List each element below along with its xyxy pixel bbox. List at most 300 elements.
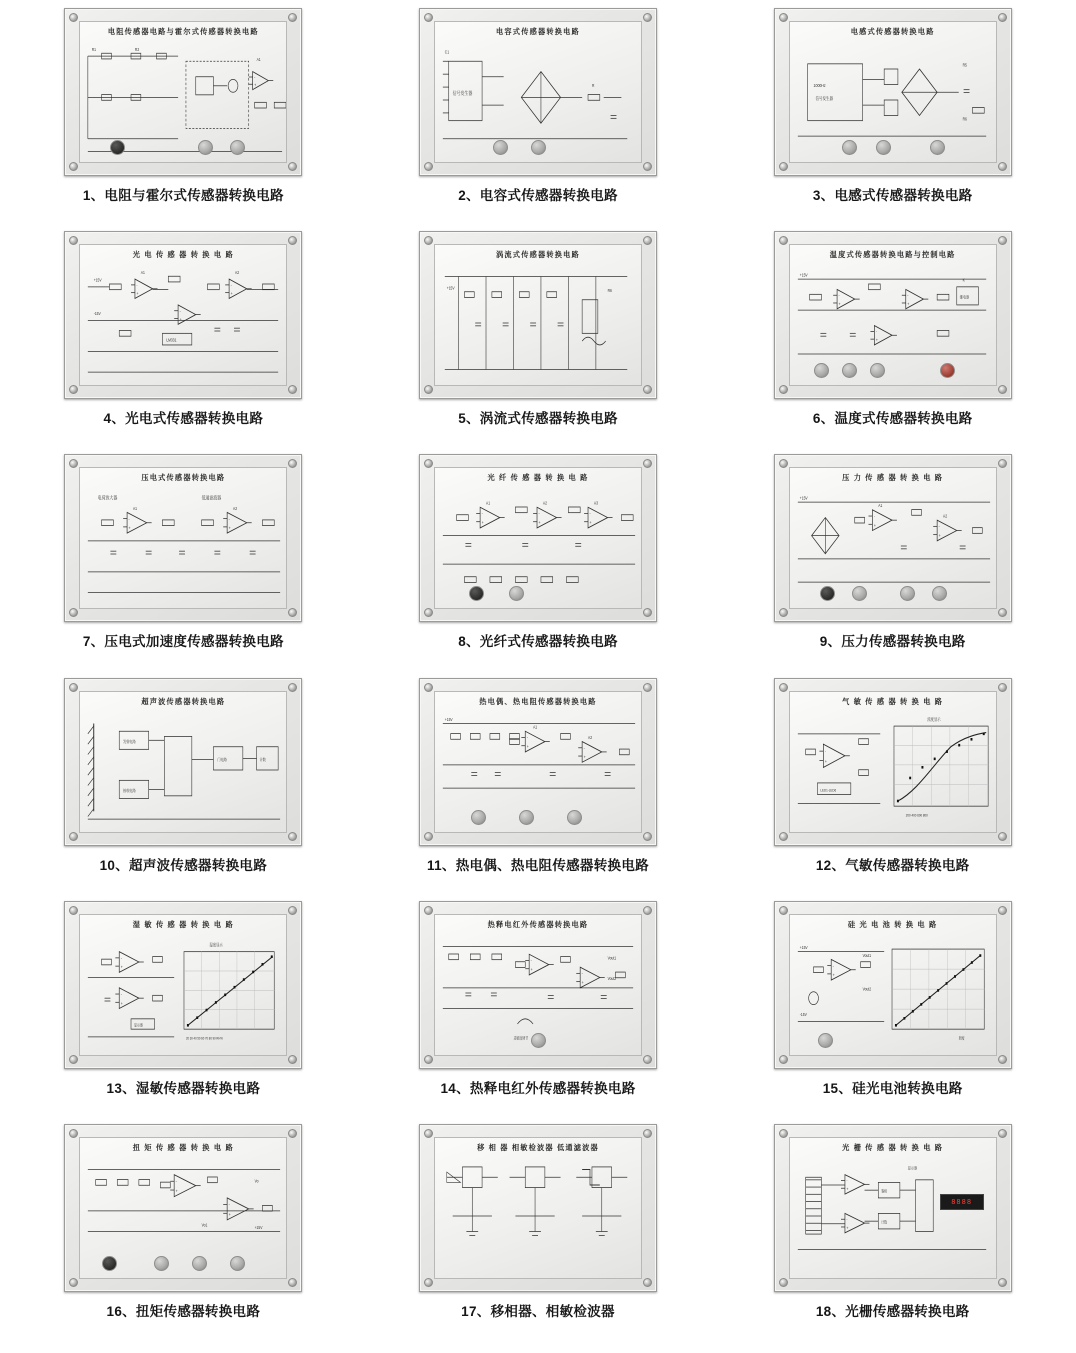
jack-row <box>790 810 996 828</box>
panel-faceplate <box>789 21 997 163</box>
screw-icon <box>779 608 788 617</box>
panel-cell <box>6 678 361 901</box>
screw-icon <box>69 385 78 394</box>
svg-text:-: - <box>228 1201 231 1208</box>
screw-icon <box>998 459 1007 468</box>
svg-text:计数: 计数 <box>259 757 267 762</box>
screw-icon <box>998 832 1007 841</box>
svg-text:+: + <box>824 758 827 764</box>
svg-text:A1: A1 <box>256 56 261 63</box>
svg-text:R6: R6 <box>607 287 612 294</box>
screw-icon <box>69 236 78 245</box>
screw-icon <box>424 236 433 245</box>
svg-text:R1: R1 <box>92 46 97 53</box>
panel-cell <box>361 1124 716 1347</box>
screw-icon <box>998 1129 1007 1138</box>
svg-text:A2: A2 <box>942 513 947 520</box>
screw-icon <box>779 13 788 22</box>
banana-jack[interactable] <box>567 810 582 825</box>
panel-title: 光 栅 传 感 器 转 换 电 路 <box>842 1142 944 1152</box>
screw-icon <box>424 1055 433 1064</box>
jack-row <box>435 140 641 158</box>
svg-text:计数: 计数 <box>880 1220 887 1225</box>
screw-icon <box>643 385 652 394</box>
svg-text:Vout2: Vout2 <box>607 975 617 981</box>
svg-text:-15V: -15V <box>94 310 102 317</box>
panel-faceplate <box>434 691 642 833</box>
svg-text:+: + <box>254 81 257 88</box>
screw-icon <box>998 608 1007 617</box>
panel-title: 电感式传感器转换电路 <box>850 27 935 36</box>
svg-text:+: + <box>175 1187 179 1194</box>
jack-row <box>80 1256 286 1274</box>
svg-text:+: + <box>838 300 841 307</box>
svg-text:+15V: +15V <box>254 1224 263 1230</box>
panel-cell <box>715 8 1070 231</box>
panel-caption: 17、移相器、相敏检波器 <box>461 1303 615 1319</box>
panel-cell <box>6 1124 361 1347</box>
instrument-panel-18[interactable] <box>774 1124 1012 1292</box>
jack-row <box>790 140 996 158</box>
panel-cell <box>361 901 716 1124</box>
banana-jack[interactable] <box>531 140 546 155</box>
panel-title: 湿 敏 传 感 器 转 换 电 路 <box>132 919 234 929</box>
panel-cell <box>6 8 361 231</box>
svg-text:浓度显示: 浓度显示 <box>926 715 941 722</box>
instrument-panel-4[interactable] <box>64 231 302 399</box>
instrument-panel-12[interactable] <box>774 678 1012 846</box>
panel-title: 电阻传感器电路与霍尔式传感器转换电路 <box>107 27 259 36</box>
panel-title: 光 纤 传 感 器 转 换 电 路 <box>487 473 589 483</box>
svg-text:鉴相: 鉴相 <box>880 1189 887 1194</box>
screw-icon <box>643 13 652 22</box>
svg-text:-: - <box>481 510 483 517</box>
instrument-panel-2[interactable] <box>419 8 657 176</box>
banana-jack[interactable] <box>493 140 508 155</box>
screw-icon <box>998 162 1007 171</box>
svg-text:+: + <box>906 300 909 307</box>
svg-text:A2: A2 <box>588 733 593 740</box>
svg-text:+: + <box>938 532 941 539</box>
screw-icon <box>288 162 297 171</box>
screw-icon <box>288 385 297 394</box>
banana-jack[interactable] <box>471 810 486 825</box>
svg-text:+: + <box>873 522 876 529</box>
panel-title: 热电偶、热电阻传感器转换电路 <box>479 696 597 706</box>
svg-text:+: + <box>583 753 586 760</box>
panel-cell <box>6 901 361 1124</box>
svg-text:-: - <box>589 510 591 517</box>
screw-icon <box>779 162 788 171</box>
instrument-panel-7[interactable] <box>64 454 302 622</box>
screw-icon <box>288 608 297 617</box>
screw-icon <box>424 459 433 468</box>
panel-caption: 10、超声波传感器转换电路 <box>99 857 268 873</box>
screw-icon <box>288 236 297 245</box>
screw-icon <box>424 162 433 171</box>
instrument-panel-3[interactable] <box>774 8 1012 176</box>
panel-cell <box>361 454 716 677</box>
screw-icon <box>998 236 1007 245</box>
screw-icon <box>779 236 788 245</box>
svg-text:信号发生器: 信号发生器 <box>452 90 473 96</box>
svg-text:Vo1: Vo1 <box>201 1221 208 1228</box>
banana-jack[interactable] <box>930 140 945 155</box>
screw-icon <box>998 385 1007 394</box>
panel-cell <box>715 1124 1070 1347</box>
svg-text:-: - <box>824 747 826 754</box>
banana-jack[interactable] <box>531 1033 546 1048</box>
screw-icon <box>643 459 652 468</box>
instrument-panel-15[interactable] <box>774 901 1012 1069</box>
jack-row <box>790 363 996 381</box>
svg-text:+: + <box>228 525 232 531</box>
jack-row <box>80 1033 286 1051</box>
screw-icon <box>69 683 78 692</box>
banana-jack[interactable] <box>110 140 125 155</box>
jack-row <box>435 1033 641 1051</box>
banana-jack[interactable] <box>192 1256 207 1271</box>
svg-text:+15V: +15V <box>446 285 455 291</box>
panel-caption: 9、压力传感器转换电路 <box>819 634 966 650</box>
screw-icon <box>69 1129 78 1138</box>
screw-icon <box>998 906 1007 915</box>
panel-faceplate <box>79 467 287 609</box>
panel-caption: 2、电容式传感器转换电路 <box>458 188 618 203</box>
svg-text:1000Hz: 1000Hz <box>813 82 826 89</box>
instrument-panel-10[interactable] <box>64 678 302 846</box>
jack-row <box>80 363 286 381</box>
svg-text:Vout1: Vout1 <box>607 954 617 961</box>
banana-jack[interactable] <box>469 586 484 601</box>
panel-title: 压电式传感器转换电路 <box>141 473 226 483</box>
screw-icon <box>69 1278 78 1287</box>
svg-text:-: - <box>228 516 231 522</box>
screw-icon <box>288 1055 297 1064</box>
banana-jack[interactable] <box>154 1256 169 1271</box>
svg-text:LED1-LED6: LED1-LED6 <box>820 787 836 792</box>
jack-row <box>80 586 286 604</box>
screw-icon <box>288 832 297 841</box>
svg-text:+: + <box>128 525 131 531</box>
banana-jack[interactable] <box>852 586 867 601</box>
panel-title: 压 力 传 感 器 转 换 电 路 <box>842 473 944 483</box>
jack-row <box>435 1256 641 1274</box>
panel-caption: 7、压电式加速度传感器转换电路 <box>82 634 284 650</box>
screw-icon <box>424 1278 433 1287</box>
panel-title: 涡流式传感器转换电路 <box>496 250 580 260</box>
screw-icon <box>779 683 788 692</box>
screw-icon <box>69 832 78 841</box>
panel-caption: 18、光栅传感器转换电路 <box>815 1303 970 1319</box>
panel-cell <box>715 678 1070 901</box>
screw-icon <box>424 683 433 692</box>
svg-text:+15V: +15V <box>94 277 102 283</box>
svg-text:接收电路: 接收电路 <box>123 788 136 793</box>
banana-jack[interactable] <box>509 586 524 601</box>
panel-caption: 16、扭矩传感器转换电路 <box>106 1303 261 1319</box>
panel-caption: 12、气敏传感器转换电路 <box>815 857 970 873</box>
svg-text:-: - <box>121 990 123 997</box>
svg-text:+: + <box>846 1224 849 1231</box>
instrument-panel-14[interactable] <box>419 901 657 1069</box>
screw-icon <box>288 1129 297 1138</box>
svg-text:湿度显示: 湿度显示 <box>209 941 224 948</box>
panel-caption: 5、涡流式传感器转换电路 <box>458 411 618 427</box>
svg-text:+: + <box>179 316 182 323</box>
jack-row <box>80 810 286 828</box>
svg-text:+: + <box>121 963 124 970</box>
svg-text:-: - <box>581 970 583 976</box>
banana-jack[interactable] <box>842 363 857 378</box>
screw-icon <box>643 1278 652 1287</box>
panel-faceplate <box>789 691 997 833</box>
svg-text:Vo: Vo <box>254 1177 259 1184</box>
svg-text:-: - <box>906 292 909 299</box>
svg-text:-: - <box>230 282 233 288</box>
svg-text:Vout2: Vout2 <box>862 985 871 992</box>
screw-icon <box>998 1278 1007 1287</box>
screw-icon <box>779 1129 788 1138</box>
screw-icon <box>779 906 788 915</box>
panel-title: 温度式传感器转换电路与控制电路 <box>829 250 956 260</box>
svg-text:+: + <box>481 520 484 526</box>
svg-text:A1: A1 <box>485 500 491 507</box>
svg-text:-: - <box>583 744 585 751</box>
svg-text:-: - <box>136 282 138 288</box>
svg-text:R5: R5 <box>962 61 967 68</box>
svg-text:-: - <box>875 328 877 335</box>
panel-cell <box>361 8 716 231</box>
svg-text:R2: R2 <box>135 46 140 53</box>
svg-text:+: + <box>228 1211 232 1217</box>
svg-text:门电路: 门电路 <box>217 757 228 762</box>
svg-text:+15V: +15V <box>799 944 808 950</box>
panel-cell <box>361 231 716 454</box>
banana-jack[interactable] <box>932 586 947 601</box>
svg-text:A2: A2 <box>235 269 240 276</box>
svg-text:-15V: -15V <box>799 1011 807 1018</box>
svg-text:信号发生器: 信号发生器 <box>815 95 833 102</box>
svg-text:LM331: LM331 <box>166 337 177 344</box>
svg-text:-: - <box>938 523 940 530</box>
svg-text:R: R <box>591 82 595 89</box>
svg-text:+: + <box>581 979 584 985</box>
panel-caption: 15、硅光电池转换电路 <box>822 1080 963 1096</box>
screw-icon <box>779 385 788 394</box>
panel-faceplate <box>79 914 287 1056</box>
panel-faceplate <box>79 691 287 833</box>
svg-text:A1: A1 <box>877 503 883 509</box>
panel-caption: 3、电感式传感器转换电路 <box>812 188 973 203</box>
panel-title: 光 电 传 感 器 转 换 电 路 <box>132 250 234 260</box>
svg-text:+15V: +15V <box>444 715 453 722</box>
svg-text:+15V: +15V <box>799 495 808 501</box>
panel-title: 超声波传感器转换电路 <box>141 696 226 706</box>
banana-jack[interactable] <box>519 810 534 825</box>
banana-jack[interactable] <box>820 586 835 601</box>
svg-text:K: K <box>962 277 965 283</box>
svg-text:+: + <box>526 743 529 749</box>
screw-icon <box>998 1055 1007 1064</box>
screw-icon <box>288 683 297 692</box>
banana-jack[interactable] <box>814 363 829 378</box>
banana-jack[interactable] <box>876 140 891 155</box>
panel-faceplate <box>79 1137 287 1279</box>
panel-caption: 4、光电式传感器转换电路 <box>103 411 264 427</box>
screw-icon <box>643 1055 652 1064</box>
panel-title: 电容式传感器转换电路 <box>496 27 580 36</box>
svg-text:+: + <box>136 290 139 297</box>
panel-faceplate <box>79 244 287 386</box>
jack-row <box>790 1256 996 1274</box>
banana-jack[interactable] <box>198 140 213 155</box>
svg-text:-: - <box>526 734 528 740</box>
screw-icon <box>69 13 78 22</box>
svg-text:-: - <box>175 1178 178 1184</box>
screw-icon <box>779 459 788 468</box>
jack-row <box>435 810 641 828</box>
instrument-panel-16[interactable] <box>64 1124 302 1292</box>
screw-icon <box>643 832 652 841</box>
instrument-panel-9[interactable] <box>774 454 1012 622</box>
svg-text:-: - <box>838 292 840 299</box>
instrument-panel-5[interactable] <box>419 231 657 399</box>
jack-row <box>435 363 641 381</box>
panel-faceplate <box>434 914 642 1056</box>
screw-icon <box>288 906 297 915</box>
panel-caption: 13、湿敏传感器转换电路 <box>106 1080 261 1096</box>
screw-icon <box>69 906 78 915</box>
svg-text:R6: R6 <box>962 116 967 122</box>
svg-text:-: - <box>530 957 532 963</box>
banana-jack[interactable] <box>940 363 955 378</box>
banana-jack[interactable] <box>102 1256 117 1271</box>
panel-title: 移 相 器 相敏检波器 低通滤波器 <box>477 1142 599 1152</box>
svg-text:-: - <box>846 1216 848 1222</box>
svg-text:A1: A1 <box>133 505 138 512</box>
jack-row <box>790 586 996 604</box>
screw-icon <box>779 1278 788 1287</box>
svg-text:显示器: 显示器 <box>134 1022 144 1028</box>
instrument-panel-17[interactable] <box>419 1124 657 1292</box>
panel-faceplate <box>434 244 642 386</box>
svg-text:显示器: 显示器 <box>907 1165 917 1171</box>
svg-text:A2: A2 <box>233 505 238 512</box>
panel-title: 扭 矩 传 感 器 转 换 电 路 <box>132 1142 234 1152</box>
svg-text:-: - <box>538 510 540 517</box>
panel-caption: 14、热释电红外传感器转换电路 <box>440 1080 636 1096</box>
screw-icon <box>643 608 652 617</box>
svg-text:-: - <box>179 307 182 314</box>
panel-faceplate <box>434 1137 642 1279</box>
svg-text:A1: A1 <box>141 269 146 276</box>
screw-icon <box>998 13 1007 22</box>
screw-icon <box>779 832 788 841</box>
instrument-panel-6[interactable] <box>774 231 1012 399</box>
screw-icon <box>424 832 433 841</box>
panel-faceplate <box>789 914 997 1056</box>
svg-text:-: - <box>128 516 131 522</box>
panel-caption: 6、温度式传感器转换电路 <box>812 411 973 427</box>
panel-faceplate <box>789 244 997 386</box>
panel-faceplate <box>789 1137 997 1279</box>
svg-text:+: + <box>121 999 124 1006</box>
svg-text:+: + <box>832 971 835 978</box>
svg-text:-: - <box>873 513 875 520</box>
banana-jack[interactable] <box>900 586 915 601</box>
svg-text:+: + <box>230 290 233 297</box>
screw-icon <box>69 459 78 468</box>
panel-caption: 11、热电偶、热电阻传感器转换电路 <box>427 857 649 873</box>
svg-text:-: - <box>832 962 834 969</box>
screw-icon <box>288 1278 297 1287</box>
screw-icon <box>424 608 433 617</box>
jack-row <box>790 1033 996 1051</box>
screw-icon <box>643 1129 652 1138</box>
panel-title: 热释电红外传感器转换电路 <box>487 919 589 929</box>
instrument-panel-1[interactable] <box>64 8 302 176</box>
svg-text:继电器: 继电器 <box>959 295 969 300</box>
svg-text:-: - <box>254 73 256 80</box>
panel-faceplate <box>434 467 642 609</box>
screw-icon <box>643 906 652 915</box>
svg-text:电荷放大器: 电荷放大器 <box>97 495 118 501</box>
svg-text:C1: C1 <box>444 48 450 55</box>
svg-text:200 400 600 800: 200 400 600 800 <box>905 812 928 818</box>
screw-icon <box>288 459 297 468</box>
panel-faceplate <box>79 21 287 163</box>
screw-icon <box>424 385 433 394</box>
svg-text:发射电路: 发射电路 <box>123 738 136 744</box>
instrument-panel-8[interactable] <box>419 454 657 622</box>
svg-text:A3: A3 <box>593 500 598 507</box>
banana-jack[interactable] <box>818 1033 833 1048</box>
panel-caption: 1、电阻与霍尔式传感器转换电路 <box>82 188 284 203</box>
svg-text:照度: 照度 <box>958 1035 965 1041</box>
panel-cell <box>6 454 361 677</box>
instrument-panel-11[interactable] <box>419 678 657 846</box>
panel-title: 气 敏 传 感 器 转 换 电 路 <box>842 696 944 706</box>
banana-jack[interactable] <box>230 1256 245 1271</box>
screw-icon <box>424 906 433 915</box>
svg-text:+: + <box>538 520 541 526</box>
svg-text:A1: A1 <box>533 723 538 730</box>
banana-jack[interactable] <box>842 140 857 155</box>
svg-text:+: + <box>589 520 592 526</box>
svg-text:20 30 40 50 60 70 80 90 RH%: 20 30 40 50 60 70 80 90 RH% <box>186 1035 224 1041</box>
screw-icon <box>69 162 78 171</box>
screw-icon <box>424 13 433 22</box>
svg-text:灵敏度调节: 灵敏度调节 <box>513 1035 529 1041</box>
svg-text:+: + <box>530 966 533 972</box>
panel-faceplate <box>789 467 997 609</box>
screw-icon <box>424 1129 433 1138</box>
screw-icon <box>643 236 652 245</box>
instrument-panel-13[interactable] <box>64 901 302 1069</box>
screw-icon <box>643 683 652 692</box>
screw-icon <box>998 683 1007 692</box>
panel-faceplate <box>434 21 642 163</box>
svg-text:+: + <box>846 1185 849 1192</box>
banana-jack[interactable] <box>870 363 885 378</box>
screw-icon <box>779 1055 788 1064</box>
panel-caption: 8、光纤式传感器转换电路 <box>458 634 618 650</box>
screw-icon <box>643 162 652 171</box>
svg-text:-: - <box>121 954 123 961</box>
banana-jack[interactable] <box>230 140 245 155</box>
digital-display: 8888 <box>940 1194 984 1210</box>
